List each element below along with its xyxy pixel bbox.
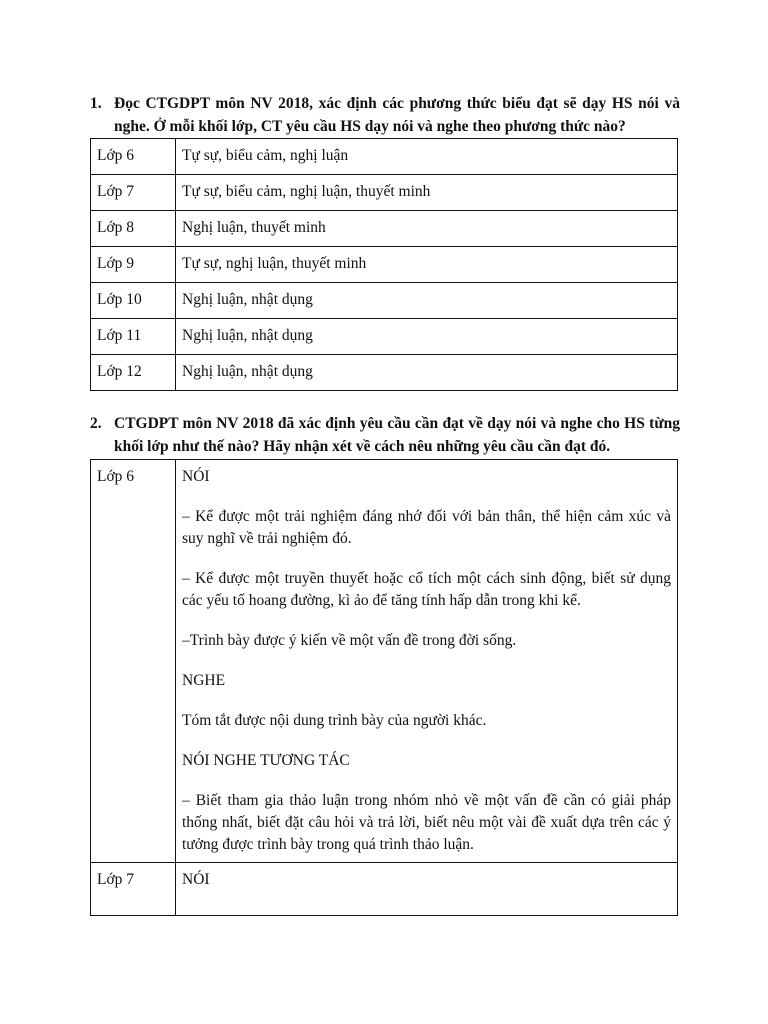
table-row bbox=[91, 319, 678, 355]
modes-cell: Tự sự, biểu cảm, nghị luận, thuyết minh bbox=[176, 175, 678, 211]
table-row bbox=[91, 283, 678, 319]
requirement-paragraph: –Trình bày được ý kiến về một vấn đề trong đời sống. bbox=[182, 632, 517, 649]
question-1-text: Đọc CTGDPT môn NV 2018, xác định các phương thức biểu đạt sẽ dạy HS nói và nghe. Ở mỗi khối lớp, CT yêu cầu HS dạy nói và nghe theo phương thức nào? bbox=[114, 95, 680, 135]
section-heading-nghe: NGHE bbox=[182, 672, 226, 689]
question-1 bbox=[90, 92, 680, 138]
table-row bbox=[91, 355, 678, 391]
question-2-number: 2. bbox=[90, 415, 102, 432]
table-row bbox=[91, 863, 678, 916]
question-2 bbox=[90, 412, 680, 458]
requirement-paragraph: – Biết tham gia thảo luận trong nhóm nhỏ về một vấn đề cần có giải pháp thống nhất, biết đặt câu hỏi và trả lời, biết nêu một vài đề xuất dựa trên các ý tưởng được trình bày trong quá trình thảo luận. bbox=[182, 792, 671, 853]
requirements-table bbox=[90, 459, 678, 916]
modes-cell: Nghị luận, nhật dụng bbox=[176, 355, 678, 391]
table-row bbox=[91, 211, 678, 247]
modes-cell: Nghị luận, nhật dụng bbox=[176, 319, 678, 355]
requirements-cell bbox=[176, 460, 678, 863]
requirements-cell bbox=[176, 863, 678, 916]
requirement-paragraph: – Kể được một trải nghiệm đáng nhớ đối với bản thân, thể hiện cảm xúc và suy nghĩ về trải nghiệm đó. bbox=[182, 508, 671, 547]
grade-cell: Lớp 6 bbox=[91, 460, 176, 863]
grade-cell: Lớp 6 bbox=[91, 139, 176, 175]
grade-cell: Lớp 11 bbox=[91, 319, 176, 355]
modes-cell: Nghị luận, thuyết minh bbox=[176, 211, 678, 247]
grade-cell: Lớp 7 bbox=[91, 863, 176, 916]
table-row bbox=[91, 139, 678, 175]
grade-cell: Lớp 8 bbox=[91, 211, 176, 247]
modes-cell: Tự sự, biểu cảm, nghị luận bbox=[176, 139, 678, 175]
table-row bbox=[91, 460, 678, 863]
grade-cell: Lớp 12 bbox=[91, 355, 176, 391]
question-1-number: 1. bbox=[90, 95, 102, 112]
grade-cell: Lớp 10 bbox=[91, 283, 176, 319]
question-2-text: CTGDPT môn NV 2018 đã xác định yêu cầu cần đạt về dạy nói và nghe cho HS từng khối lớp như thế nào? Hãy nhận xét về cách nêu những yêu cầu cần đạt đó. bbox=[114, 415, 680, 455]
table-row bbox=[91, 247, 678, 283]
table-row bbox=[91, 175, 678, 211]
modes-cell: Tự sự, nghị luận, thuyết minh bbox=[176, 247, 678, 283]
grade-cell: Lớp 9 bbox=[91, 247, 176, 283]
grade-cell: Lớp 7 bbox=[91, 175, 176, 211]
section-heading-noi: NÓI bbox=[182, 871, 210, 888]
requirement-paragraph: – Kể được một truyền thuyết hoặc cổ tích một cách sinh động, biết sử dụng các yếu tố hoang đường, kì ảo để tăng tính hấp dẫn trong khi kể. bbox=[182, 570, 671, 609]
requirement-paragraph: Tóm tắt được nội dung trình bày của người khác. bbox=[182, 712, 487, 729]
section-heading-noi-nghe-tuong-tac: NÓI NGHE TƯƠNG TÁC bbox=[182, 752, 350, 769]
modes-by-grade-table bbox=[90, 138, 678, 391]
modes-cell: Nghị luận, nhật dụng bbox=[176, 283, 678, 319]
section-heading-noi: NÓI bbox=[182, 468, 210, 485]
